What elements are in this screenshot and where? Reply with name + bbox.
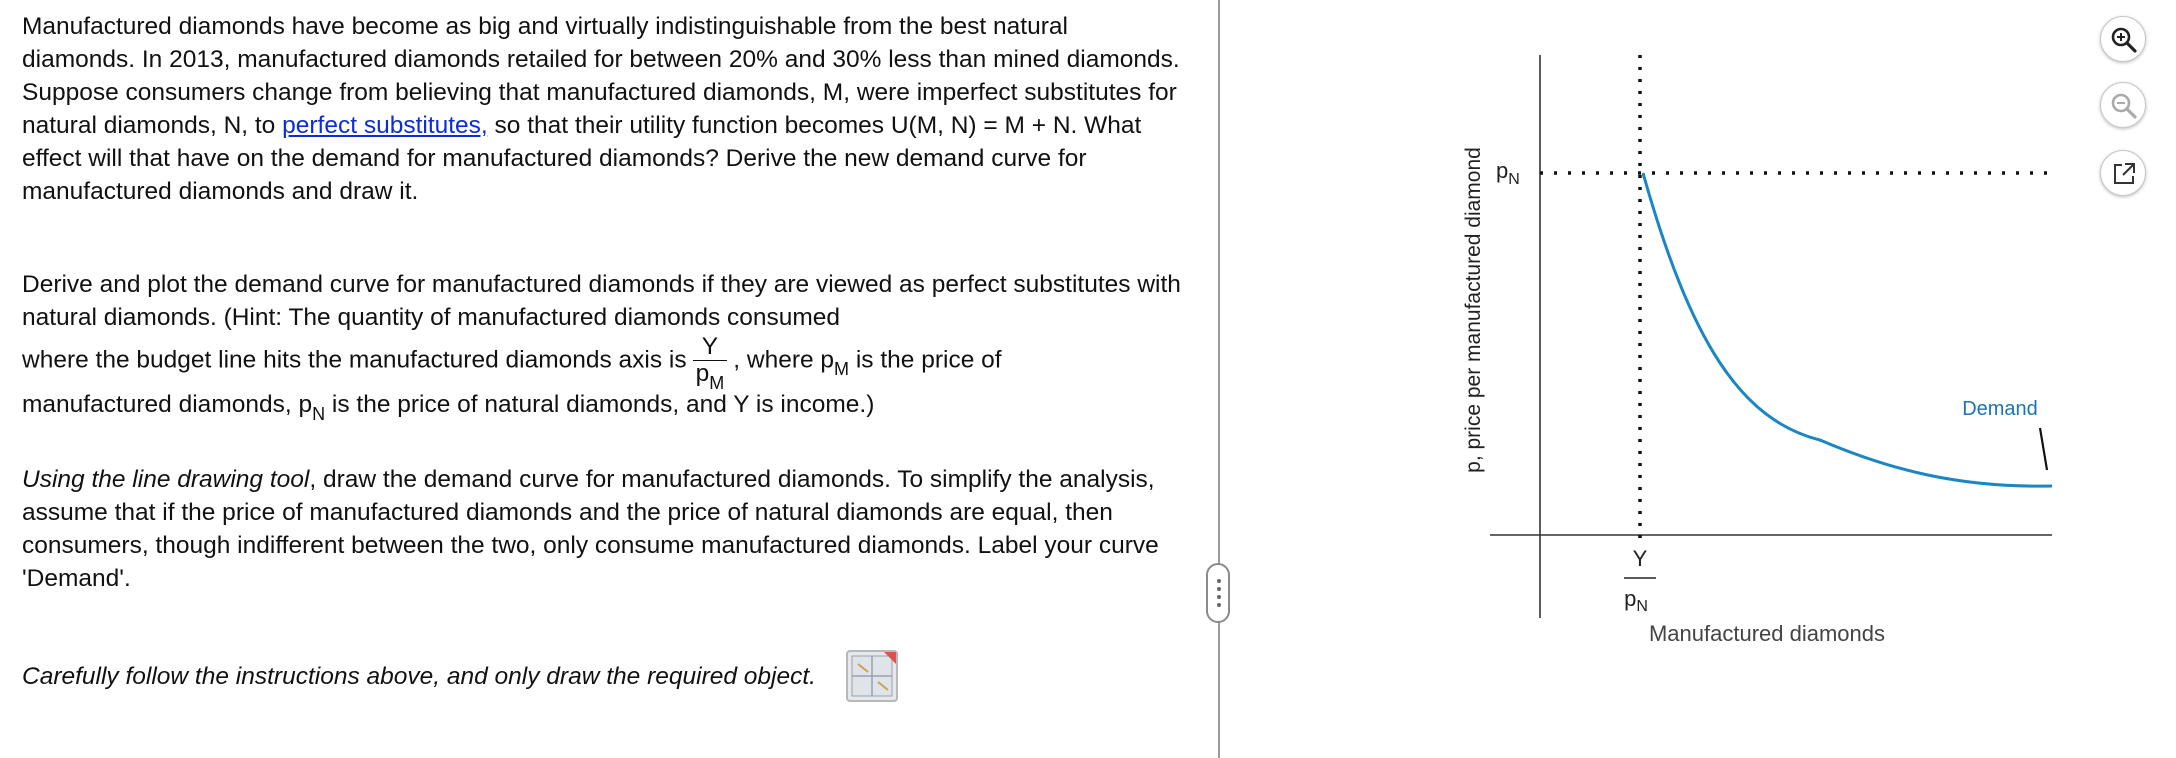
x-axis-label: Manufactured diamonds [1648,621,1886,646]
hint-line-3: manufactured diamonds, $p_N$ is the price of natural diamonds, and Y is income.) [22,391,875,424]
zoom-out-icon [2110,92,2138,120]
zoom-out-button[interactable] [2100,82,2146,128]
problem-paragraph-3: Using the line drawing tool, draw the demand curve for manufactured diamonds. To simplify the analysis, assume that if the price of manufactured diamonds and the price of natural diamonds are equal, then consumers, though indifferent between the two, only consume manufactured diamonds. Label your curve 'Demand'. [22,466,1159,592]
line-tool-icon [848,652,896,700]
y-over-pm-fraction: $\frac{Y}{p_M}$ [693,334,728,388]
zoom-in-button[interactable] [2100,16,2146,62]
graph-panel [1440,0,2176,758]
instruction-row [22,650,1182,702]
external-link-icon [2110,160,2138,188]
problem-paragraph-2: Derive and plot the demand curve for manufactured diamonds if they are viewed as perfect substitutes with natural diamonds. (Hint: The quantity of manufactured diamonds consumed [22,271,1181,331]
panel-resize-handle[interactable] [1206,563,1230,623]
demand-curve-label: Demand [1962,398,2038,420]
graph-svg[interactable] [1440,0,2176,758]
x-tick-denominator: $p_N$ [1624,586,1648,615]
line-drawing-tool-button[interactable] [846,650,898,702]
pn-tick-label: $p_N$ [1496,158,1520,188]
hint-fraction-line: where the budget line hits the manufactured diamonds axis is $\frac{Y}{p_M}$ , where $p_M$ is the price of [22,333,1002,393]
demand-curve[interactable] [1643,173,2052,486]
y-axis-label: p, price per manufactured diamond [1462,147,1485,473]
x-tick-numerator: Y [1632,546,1648,571]
popout-button[interactable] [2100,150,2146,196]
panel-divider [1218,0,1220,758]
zoom-in-icon [2110,26,2138,54]
demand-label-leader [2040,428,2047,470]
problem-paragraph-1: Manufactured diamonds have become as big and virtually indistinguishable from the best natural diamonds. In 2013, manufactured diamonds retailed for between 20% and 30% less than mined diamonds. Suppose consumers change from believing that manufactured diamonds, M, were imperfect substitutes for natural diamonds, N, to perfect substitutes, so that their utility function becomes U(M, N) = M + N. What effect will that have on the demand for manufactured diamonds? Derive the new demand curve for manufactured diamonds and draw it. [22,13,1180,205]
perfect-substitutes-link[interactable]: perfect substitutes, [282,112,488,139]
problem-text [22,10,1182,702]
instruction-text: Carefully follow the instructions above, and only draw the required object. [22,662,816,690]
